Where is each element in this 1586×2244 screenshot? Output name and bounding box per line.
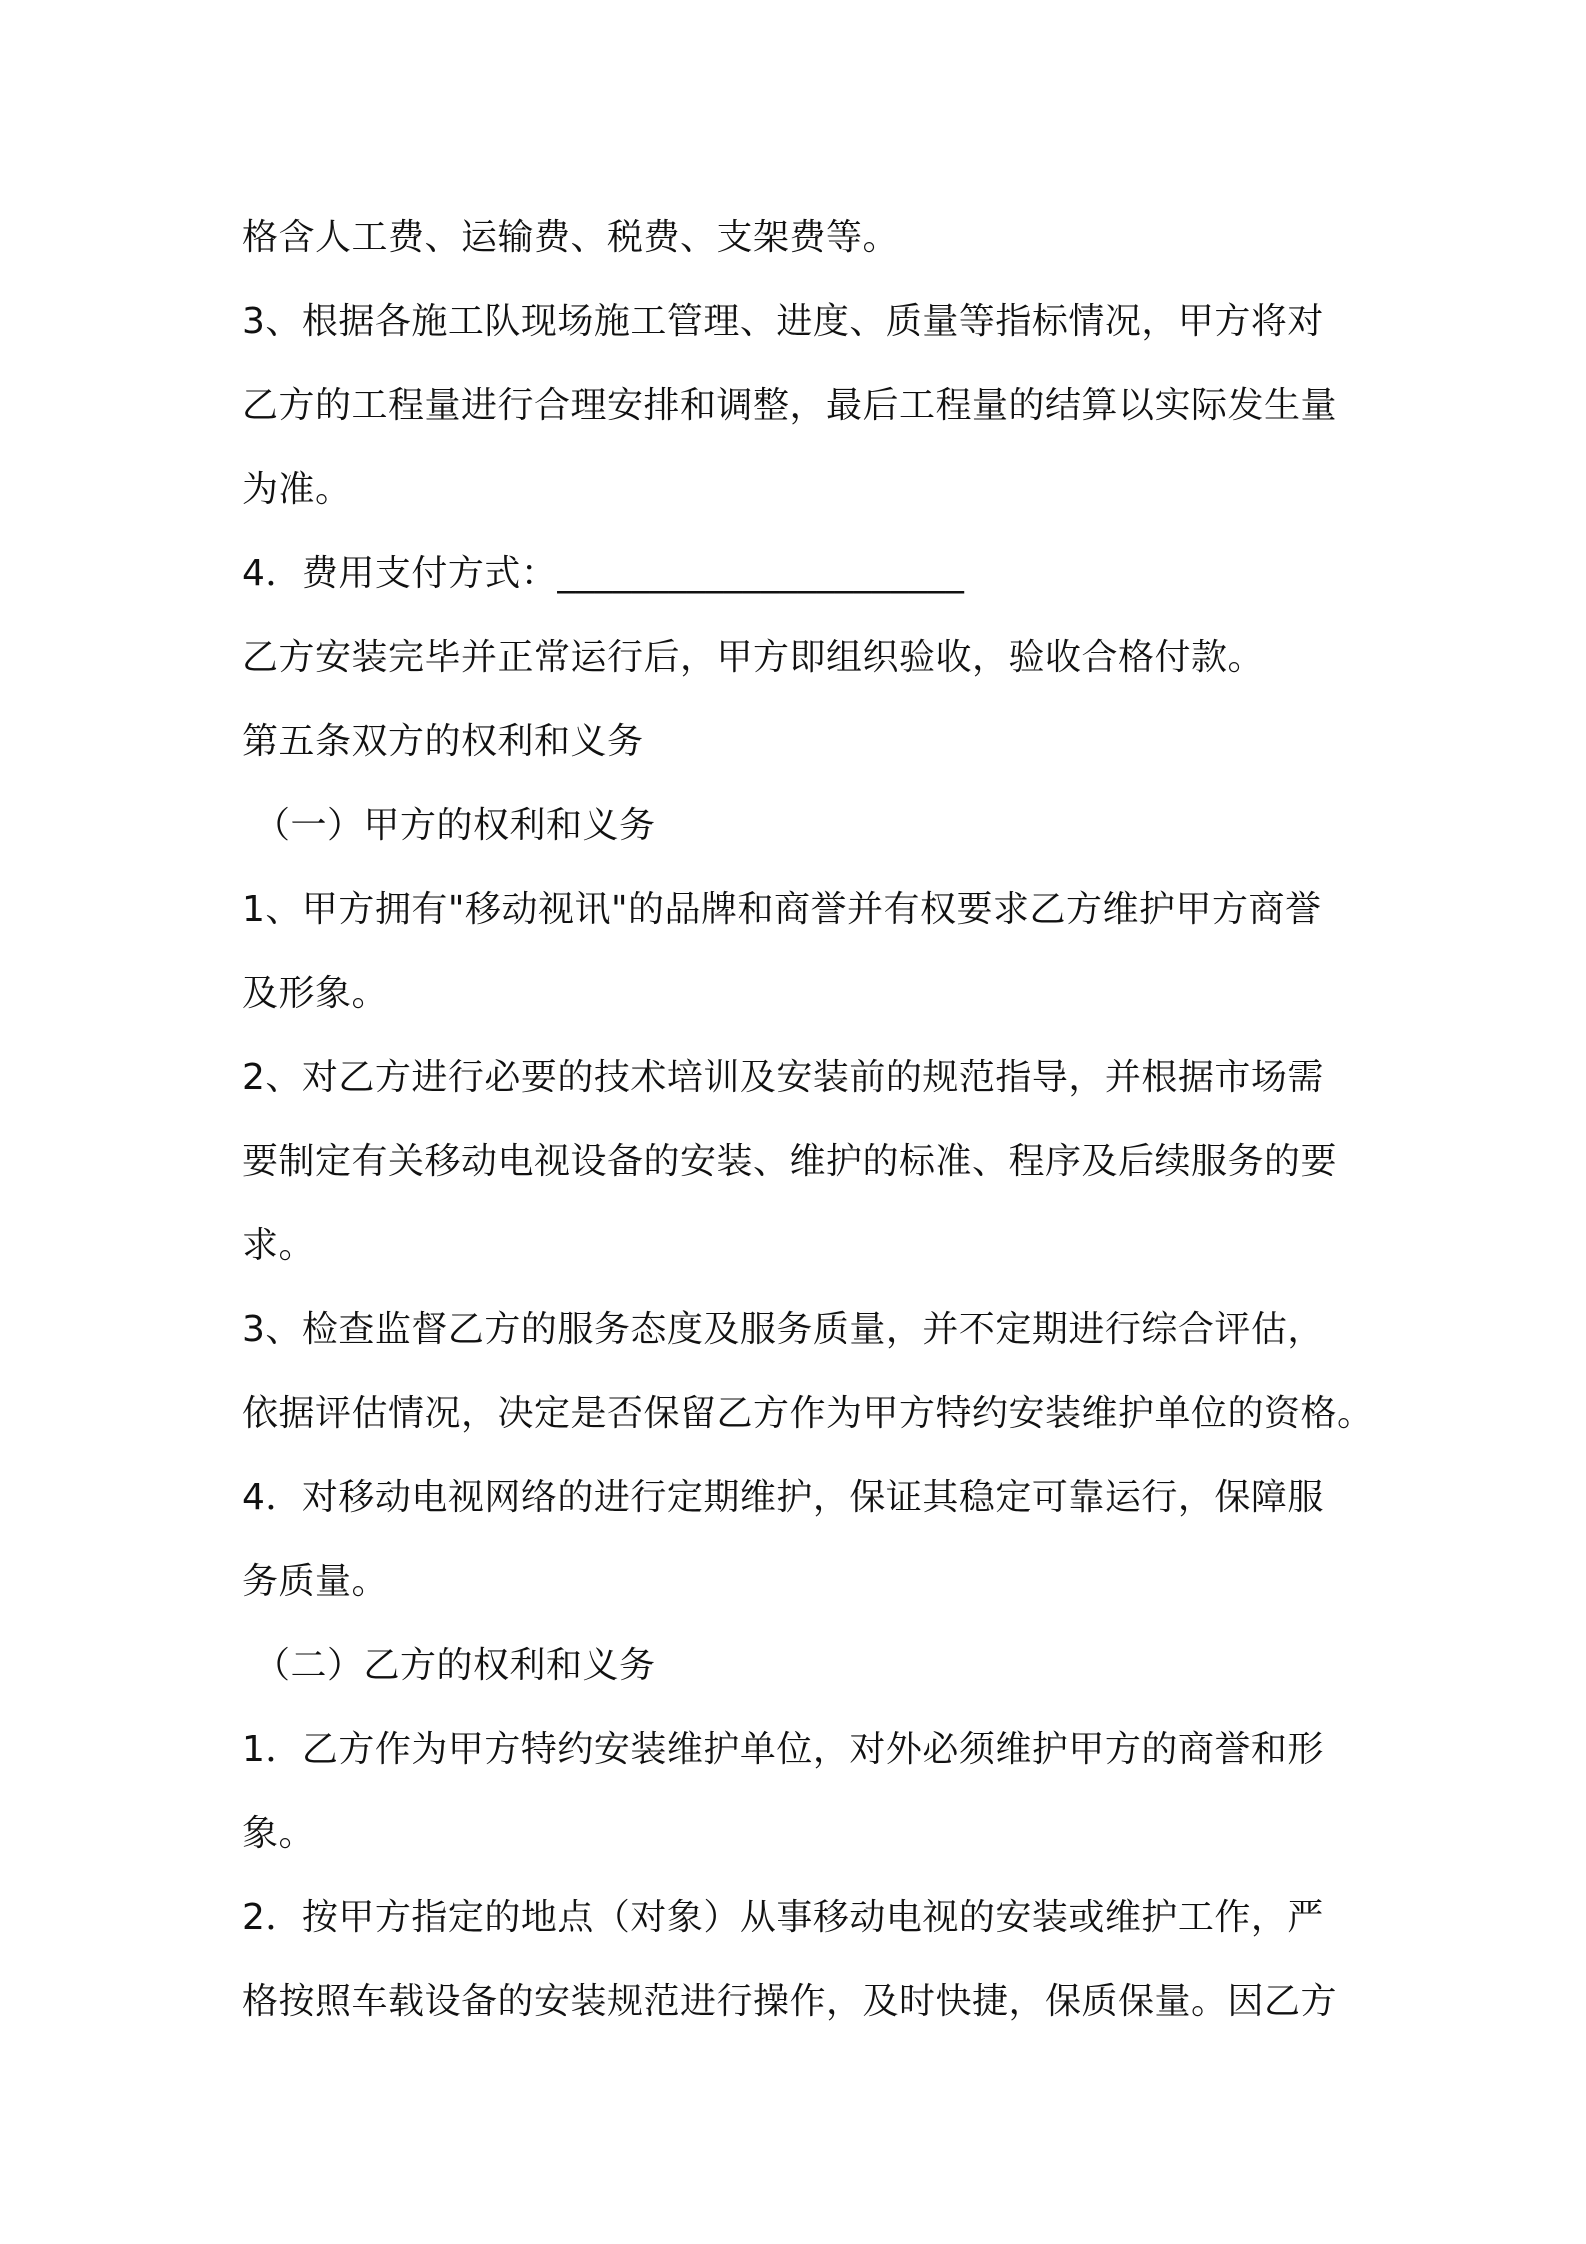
- subsection-heading: （一）甲方的权利和义务: [254, 805, 656, 846]
- text-line: 1．乙方作为甲方特约安装维护单位，对外必须维护甲方的商誉和形: [242, 1729, 1324, 1770]
- text-line: 4．对移动电视网络的进行定期维护，保证其稳定可靠运行，保障服: [242, 1477, 1324, 1518]
- text-line: 乙方的工程量进行合理安排和调整，最后工程量的结算以实际发生量: [242, 385, 1338, 426]
- text-line: 乙方安装完毕并正常运行后，甲方即组织验收，验收合格付款。: [242, 637, 1265, 678]
- subsection-heading: （二）乙方的权利和义务: [254, 1645, 656, 1686]
- text-line: 2、对乙方进行必要的技术培训及安装前的规范指导，并根据市场需: [242, 1057, 1324, 1098]
- text-line: 象。: [242, 1813, 316, 1854]
- text-line: 依据评估情况，决定是否保留乙方作为甲方特约安装维护单位的资格。: [242, 1393, 1374, 1434]
- text-line: 务质量。: [242, 1561, 389, 1602]
- text-line: 1、甲方拥有"移动视讯"的品牌和商誉并有权要求乙方维护甲方商誉: [242, 889, 1322, 930]
- text-line: 为准。: [242, 469, 352, 510]
- text-line: 3、根据各施工队现场施工管理、进度、质量等指标情况，甲方将对: [242, 301, 1324, 342]
- text-line: 求。: [242, 1225, 316, 1266]
- text-line: 3、检查监督乙方的服务态度及服务质量，并不定期进行综合评估，: [242, 1309, 1324, 1350]
- payment-method-line: 4．费用支付方式：______________________: [242, 553, 965, 594]
- document-body: [242, 196, 1382, 2044]
- text-line: 格按照车载设备的安装规范进行操作，及时快捷，保质保量。因乙方: [242, 1981, 1338, 2022]
- text-line: 及形象。: [242, 973, 389, 1014]
- section-heading: 第五条双方的权利和义务: [242, 721, 644, 762]
- text-line: 格含人工费、运输费、税费、支架费等。: [242, 217, 900, 258]
- text-line: 2．按甲方指定的地点（对象）从事移动电视的安装或维护工作，严: [242, 1897, 1324, 1938]
- text-line: 要制定有关移动电视设备的安装、维护的标准、程序及后续服务的要: [242, 1141, 1338, 1182]
